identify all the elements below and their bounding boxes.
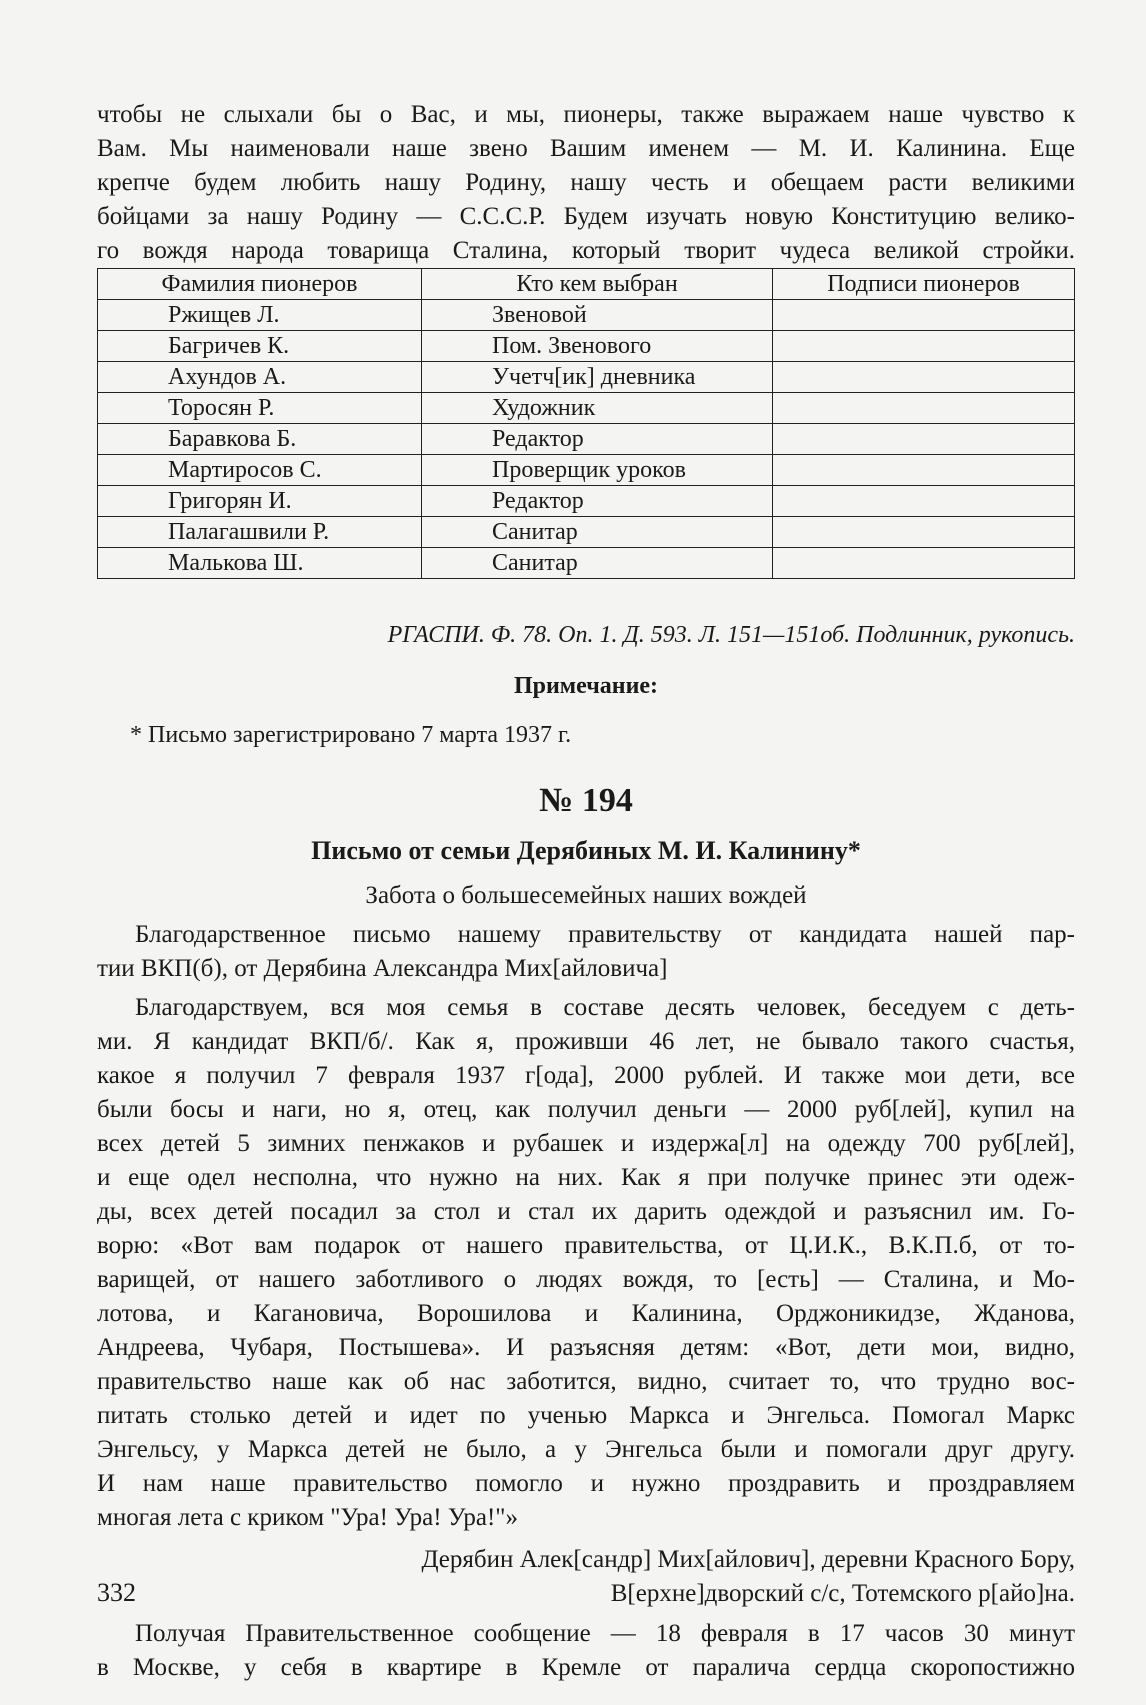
table-row [98, 331, 1075, 362]
pioneer-name: Ржищев Л. [98, 300, 422, 331]
pioneer-name: Ахундов А. [98, 362, 422, 393]
table-row [98, 548, 1075, 579]
signature-line: Дерябин Алек[сандр] Мих[айлович], деревни Красного Бору, [421, 1546, 1075, 1573]
text-line: ворю: «Вот вам подарок от нашего правительства, от Ц.И.К., В.К.П.б, от то- [97, 1232, 1075, 1259]
text-line: ми. Я кандидат ВКП/б/. Как я, проживши 46 лет, не бывало такого счастья, [97, 1028, 1075, 1055]
paragraph-2 [97, 991, 1075, 1535]
text-line: бойцами за нашу Родину — С.С.С.Р. Будем изучать новую Конституцию велико- [97, 203, 1075, 230]
signature [275, 1543, 1075, 1611]
text-line: какое я получил 7 февраля 1937 г[ода], 2000 рублей. И также мои дети, все [97, 1062, 1075, 1089]
text-line: варищей, от нашего заботливого о людях вождя, то [есть] — Сталина, и Мо- [97, 1266, 1075, 1293]
column-header: Кто кем выбран [422, 269, 773, 300]
signature-line: В[ерхне]дворский с/с, Тотемского р[айо]на. [610, 1580, 1075, 1607]
pioneers-table [97, 268, 1075, 579]
text-line: ды, всех детей посадил за стол и стал их дарить одеждой и разъяснил им. Го- [97, 1198, 1075, 1225]
text-line: чтобы не слыхали бы о Вас, и мы, пионеры, также выражаем наше чувство к [97, 101, 1075, 128]
pioneer-name: Мартиросов С. [98, 455, 422, 486]
table-row [98, 300, 1075, 331]
table-row [98, 455, 1075, 486]
pioneer-signature [773, 331, 1075, 362]
text-line: всех детей 5 зимних пенжаков и рубашек и издержа[л] на одежду 700 руб[лей], [97, 1130, 1075, 1157]
pioneer-signature [773, 517, 1075, 548]
pioneer-role: Проверщик уроков [422, 455, 773, 486]
text-line: были босы и наги, но я, отец, как получил деньги — 2000 руб[лей], купил на [97, 1096, 1075, 1123]
text-line: крепче будем любить нашу Родину, нашу честь и обещаем расти великими [97, 169, 1075, 196]
pioneer-signature [773, 486, 1075, 517]
note-heading: Примечание: [513, 673, 659, 699]
pioneer-signature [773, 300, 1075, 331]
text-line: Вам. Мы наименовали наше звено Вашим именем — М. И. Калинина. Еще [97, 135, 1075, 162]
table-row [98, 393, 1075, 424]
table-row [98, 517, 1075, 548]
column-header: Подписи пионеров [773, 269, 1075, 300]
table-header-row [98, 269, 1075, 300]
text-line: лотова, и Кагановича, Ворошилова и Калинина, Орджоникидзе, Жданова, [97, 1300, 1075, 1327]
pioneer-name: Торосян Р. [98, 393, 422, 424]
paragraph-3 [97, 1617, 1075, 1685]
pioneer-name: Багричев К. [98, 331, 422, 362]
pioneer-role: Редактор [422, 424, 773, 455]
pioneer-signature [773, 362, 1075, 393]
text-line: го вождя народа товарища Сталина, который творит чудеса великой стройки. [97, 237, 1075, 264]
pioneer-name: Малькова Ш. [98, 548, 422, 579]
pioneer-role: Пом. Звенового [422, 331, 773, 362]
text-line: питать столько детей и идет по ученью Маркса и Энгельса. Помогал Маркс [97, 1402, 1075, 1429]
pioneer-role: Редактор [422, 486, 773, 517]
document-subtitle: Забота о большесемейных наших вождей [365, 882, 807, 909]
pioneer-role: Художник [422, 393, 773, 424]
text-line: Получая Правительственное сообщение — 18 февраля в 17 часов 30 минут [135, 1620, 1075, 1647]
table-row [98, 486, 1075, 517]
pioneer-role: Санитар [422, 517, 773, 548]
column-header: Фамилия пионеров [98, 269, 422, 300]
pioneer-signature [773, 455, 1075, 486]
text-line: Андреева, Чубаря, Постышева». И разъясняя детям: «Вот, дети мои, видно, [97, 1334, 1075, 1361]
table-row [98, 362, 1075, 393]
pioneer-signature [773, 393, 1075, 424]
text-line: Благодарственное письмо нашему правительству от кандидата нашей пар- [135, 921, 1075, 948]
document-number: № 194 [539, 782, 633, 819]
text-line: и еще одел несполна, что нужно на них. Как я при получке принес эти одеж- [97, 1164, 1075, 1191]
document-title: Письмо от семьи Дерябиных М. И. Калинину* [311, 836, 861, 865]
pioneer-role: Санитар [422, 548, 773, 579]
text-line: многая лета с криком "Ура! Ура! Ура!"» [97, 1504, 518, 1531]
paragraph-1 [97, 918, 1075, 986]
text-line: правительство наше как об нас заботится, видно, считает то, что трудно вос- [97, 1368, 1075, 1395]
page-number: 332 [97, 1578, 136, 1607]
text-line: в Москве, у себя в квартире в Кремле от паралича сердца скоропостижно [97, 1654, 1075, 1681]
archive-citation: РГАСПИ. Ф. 78. Оп. 1. Д. 593. Л. 151—151об. Подлинник, рукопись. [387, 622, 1075, 648]
pioneer-signature [773, 424, 1075, 455]
pioneer-name: Баравкова Б. [98, 424, 422, 455]
pioneer-name: Палагашвили Р. [98, 517, 422, 548]
table-row [98, 424, 1075, 455]
text-line: И нам наше правительство помогло и нужно проздравить и проздравляем [97, 1470, 1075, 1497]
pioneer-signature [773, 548, 1075, 579]
top-paragraph [97, 98, 1075, 268]
footnote: * Письмо зарегистрировано 7 марта 1937 г. [130, 722, 572, 748]
text-line: Благодарствуем, вся моя семья в составе десять человек, беседуем с деть- [135, 994, 1075, 1021]
text-line: Энгельсу, у Маркса детей не было, а у Энгельса были и помогали друг другу. [97, 1436, 1075, 1463]
text-line: тии ВКП(б), от Дерябина Александра Мих[айловича] [97, 955, 668, 982]
pioneer-role: Учетч[ик] дневника [422, 362, 773, 393]
pioneer-name: Григорян И. [98, 486, 422, 517]
pioneer-role: Звеновой [422, 300, 773, 331]
